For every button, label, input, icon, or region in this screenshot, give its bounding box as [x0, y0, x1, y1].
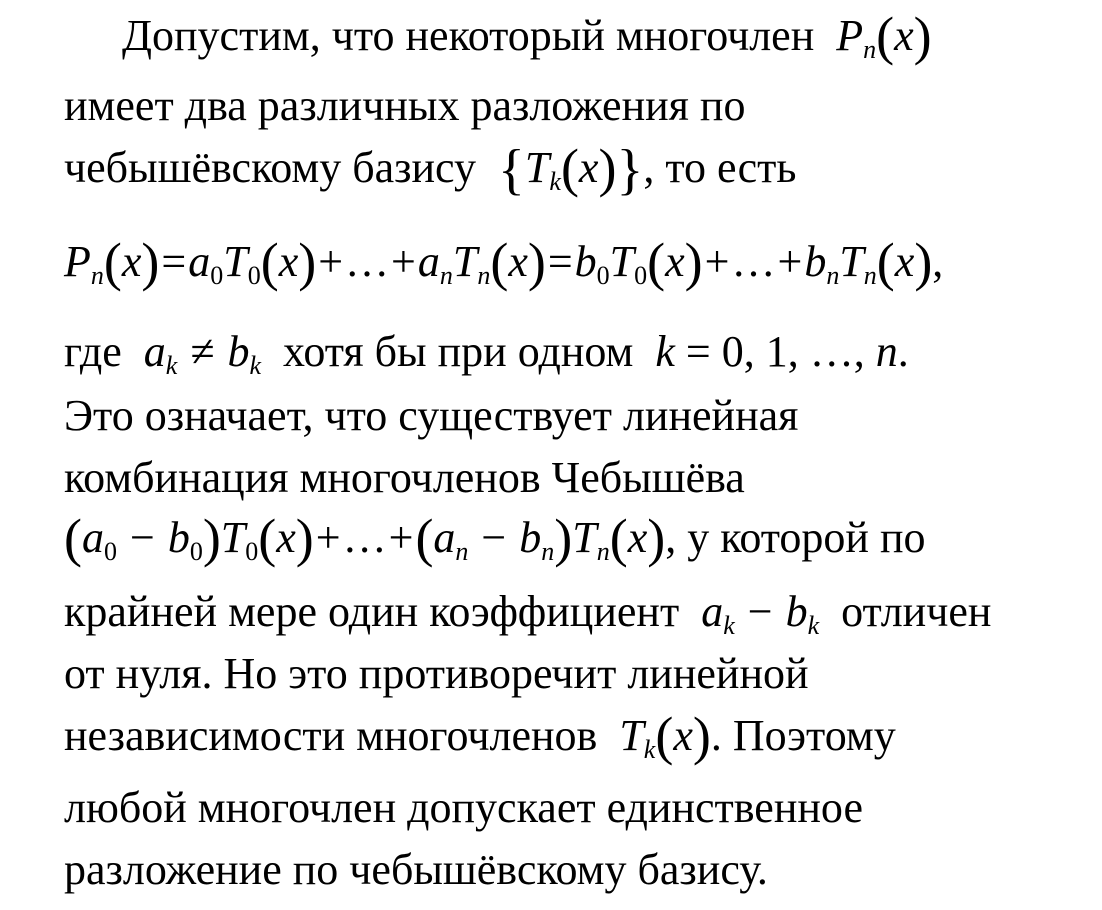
math-expansion-equation: $P_n(x)=a_0T_0(x)+\dots+a_nT_n(x)=b_0T_0(x)+\dots+b_nT_n(x)$,	[64, 232, 944, 292]
text-segment: независимости многочленов	[64, 711, 598, 760]
math-chebyshev-basis: $\{T_k(x)\}$	[498, 138, 644, 201]
text-line-13	[64, 845, 768, 894]
math-pn-x: $P_n(x)$	[836, 6, 932, 66]
text-line-2	[64, 81, 746, 130]
text-segment: от нуля. Но это противоречит линейной	[64, 649, 809, 698]
text-line-10	[64, 649, 809, 698]
text-segment: Допустим, что некоторый многочлен	[122, 11, 815, 60]
text-segment: , у которой по	[665, 513, 926, 562]
text-segment: где	[64, 327, 122, 376]
text-segment: комбинация многочленов Чебышёва	[64, 453, 745, 502]
text-segment: . Поэтому	[710, 711, 896, 760]
math-ak-neq-bk: $a_k \ne b_k$	[143, 327, 262, 380]
text-segment: чебышёвскому базису	[64, 143, 477, 192]
math-ak-minus-bk: $a_k - b_k$	[701, 587, 820, 640]
text-segment: крайней мере один коэффициент	[64, 587, 680, 636]
text-line-12	[64, 783, 863, 832]
math-linear-combination: ($a_0$ − $b_0)T_0(x)+\dots+(a_n - b_n)T_n(x)$	[64, 508, 666, 568]
text-line-8	[64, 508, 926, 568]
text-segment: имеет два различных разложения по	[64, 81, 746, 130]
text-segment: любой многочлен допускает единственное	[64, 783, 863, 832]
text-segment: отличен	[841, 587, 992, 636]
text-segment: Это означает, что существует линейная	[64, 391, 799, 440]
math-tk-x: $T_k(x)$	[619, 706, 711, 766]
text-line-1	[122, 6, 932, 66]
text-line-3	[64, 138, 797, 201]
text-line-11	[64, 706, 896, 766]
text-line-9	[64, 587, 992, 640]
text-segment: , то есть	[643, 143, 797, 192]
text-line-6	[64, 391, 799, 440]
math-k-range: k = 0, 1, …, n.	[655, 327, 909, 376]
text-line-7	[64, 453, 745, 502]
text-line-5	[64, 327, 909, 380]
text-segment: разложение по чебышёвскому базису.	[64, 845, 768, 894]
text-segment: хотя бы при одном	[283, 327, 634, 376]
